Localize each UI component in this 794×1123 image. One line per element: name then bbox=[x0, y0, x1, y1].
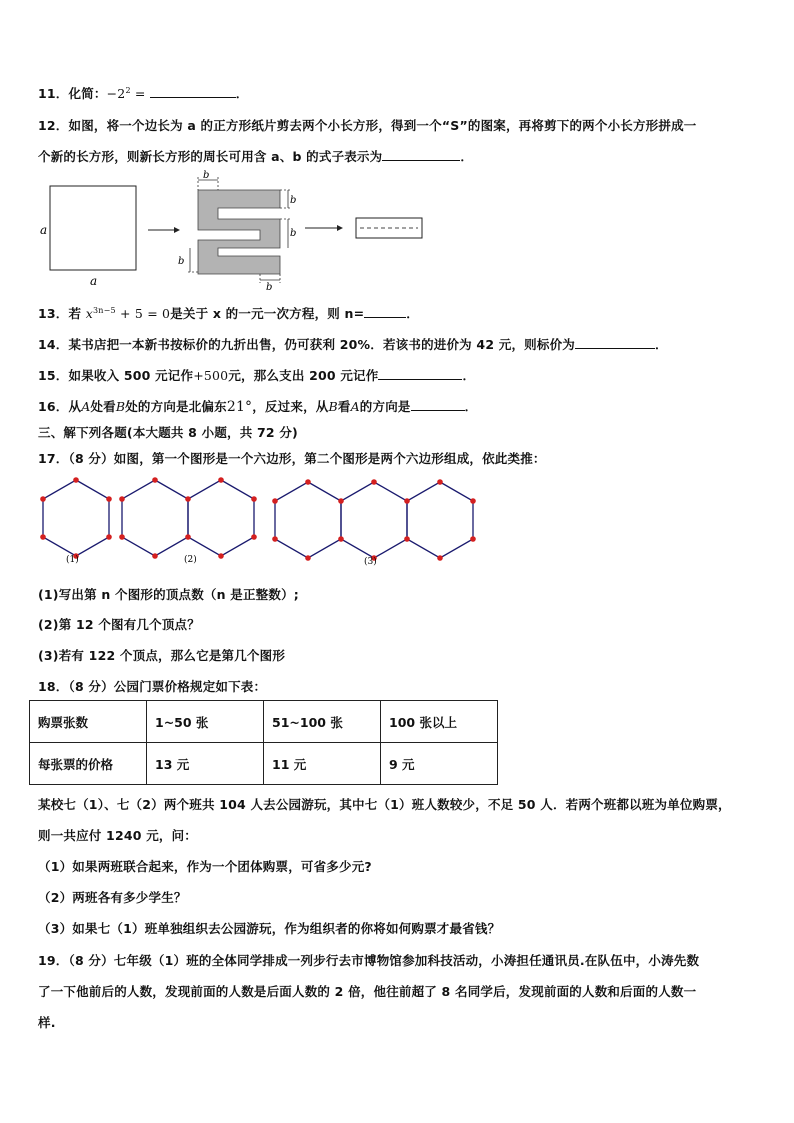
question-12-line2: 个新的长方形，则新长方形的周长可用含 a、b 的式子表示为 ． bbox=[38, 149, 474, 164]
square bbox=[50, 186, 136, 270]
question-15: 15．如果收入 500 元记作+500元，那么支出 200 元记作 ． bbox=[38, 368, 476, 383]
q18-sub3: （3）如果七（1）班单独组织去公园游玩，作为组织者的你将如何购票才最省钱？ bbox=[38, 921, 501, 936]
label-a-bottom: a bbox=[90, 274, 98, 288]
q13-answer-blank[interactable] bbox=[364, 305, 406, 318]
vertex-dot bbox=[251, 534, 257, 540]
question-13: 13．若 $x^{3n-5} + 5 = 0$是关于 x 的一元一次方程，则 n= ． bbox=[38, 305, 419, 321]
table-cell: 100 张以上 bbox=[381, 701, 498, 743]
q11-answer-blank[interactable] bbox=[150, 85, 236, 98]
vertex-dot bbox=[272, 498, 278, 504]
q15-answer-blank[interactable] bbox=[378, 367, 462, 380]
vertex-dot bbox=[251, 496, 257, 502]
q18-paragraph-1: 某校七（1）、七（2）两个班共 104 人去公园游玩，其中七（1）班人数较少，不足 50 人．若两个班都以班为单位购票， bbox=[38, 797, 731, 812]
table-cell: 每张票的价格 bbox=[30, 743, 147, 785]
table-cell: 13 元 bbox=[147, 743, 264, 785]
label-b: b bbox=[178, 256, 185, 267]
vertex-dot bbox=[218, 553, 224, 559]
figure-label-3: (3) bbox=[364, 557, 377, 567]
vertex-dot bbox=[119, 534, 125, 540]
label-b: b bbox=[290, 195, 297, 206]
vertex-dot bbox=[470, 536, 476, 542]
hexagon bbox=[407, 482, 473, 558]
question-19-line3: 样. bbox=[38, 1015, 56, 1030]
arrow-1 bbox=[148, 227, 180, 233]
q17-sub2: (2)第 12 个图有几个顶点？ bbox=[38, 617, 200, 632]
vertex-dot bbox=[437, 555, 443, 561]
question-12-line1: 12．如图，将一个边长为 a 的正方形纸片剪去两个小长方形，得到一个“S”的图案，再将剪下的两个小长方形拼成一 bbox=[38, 118, 697, 133]
vertex-dot bbox=[152, 477, 158, 483]
table-row bbox=[30, 701, 498, 743]
vertex-dot bbox=[119, 496, 125, 502]
label-b: b bbox=[203, 170, 210, 181]
question-11: 11．化简：$-2^2$ = ． bbox=[38, 85, 249, 101]
vertex-dot bbox=[106, 496, 112, 502]
section-3-heading: 三、解下列各题(本大题共 8 小题，共 72 分) bbox=[38, 425, 298, 440]
vertex-dot bbox=[272, 536, 278, 542]
vertex-dot bbox=[106, 534, 112, 540]
figure-label-1: (1) bbox=[66, 555, 79, 565]
question-19-line2: 了一下他前后的人数，发现前面的人数是后面人数的 2 倍，他往前超了 8 名同学后，发现前面的人数和后面的人数一 bbox=[38, 984, 697, 999]
vertex-dot bbox=[470, 498, 476, 504]
label-a-side: a bbox=[40, 223, 48, 237]
q17-sub3: (3)若有 122 个顶点，那么它是第几个图形 bbox=[38, 648, 286, 663]
question-14: 14．某书店把一本新书按标价的九折出售，仍可获利 20%．若该书的进价为 42 元，则标价为 ． bbox=[38, 337, 668, 352]
q13-equation: $x^{3n-5} + 5 = 0$ bbox=[85, 305, 171, 321]
arrow-2 bbox=[305, 225, 343, 231]
q12-answer-blank[interactable] bbox=[382, 148, 460, 161]
vertex-dot bbox=[40, 534, 46, 540]
table-cell: 1~50 张 bbox=[147, 701, 264, 743]
vertex-dot bbox=[404, 498, 410, 504]
question-16: 16．从A处看B处的方向是北偏东21°，反过来，从B看A的方向是 ． bbox=[38, 399, 478, 415]
vertex-dot bbox=[185, 496, 191, 502]
vertex-dot bbox=[218, 477, 224, 483]
vertex-dot bbox=[437, 479, 443, 485]
ticket-price-table bbox=[29, 700, 498, 785]
vertex-dot bbox=[338, 498, 344, 504]
q17-sub1: (1)写出第 n 个图形的顶点数（n 是正整数）; bbox=[38, 587, 299, 602]
hexagon bbox=[43, 480, 109, 556]
hexagon bbox=[188, 480, 254, 556]
vertex-dot bbox=[305, 555, 311, 561]
question-19-line1: 19．（8 分）七年级（1）班的全体同学排成一列步行去市博物馆参加科技活动，小涛担任通讯员.在队伍中，小涛先数 bbox=[38, 953, 700, 968]
q14-answer-blank[interactable] bbox=[575, 336, 655, 349]
vertex-dot bbox=[371, 479, 377, 485]
vertex-dot bbox=[338, 536, 344, 542]
label-b: b bbox=[290, 228, 297, 239]
hexagon bbox=[122, 480, 188, 556]
question-18-intro: 18．（8 分）公园门票价格规定如下表： bbox=[38, 679, 267, 694]
table-cell: 9 元 bbox=[381, 743, 498, 785]
q11-prefix: 11．化简： bbox=[38, 86, 107, 101]
vertex-dot bbox=[404, 536, 410, 542]
figure-label-2: (2) bbox=[184, 555, 197, 565]
q18-paragraph-2: 则一共应付 1240 元，问： bbox=[38, 828, 197, 843]
q18-sub2: （2）两班各有多少学生？ bbox=[38, 890, 187, 905]
vertex-dot bbox=[73, 477, 79, 483]
q17-hexagon-figures bbox=[30, 472, 490, 572]
table-cell: 11 元 bbox=[264, 743, 381, 785]
vertex-dot bbox=[305, 479, 311, 485]
table-cell: 51~100 张 bbox=[264, 701, 381, 743]
q11-expression: $-2^2$ = bbox=[106, 85, 150, 101]
question-17-intro: 17．（8 分）如图，第一个图形是一个六边形，第二个图形是两个六边形组成，依此类推： bbox=[38, 451, 546, 466]
q18-sub1: （1）如果两班联合起来，作为一个团体购票，可省多少元? bbox=[38, 859, 372, 874]
table-row bbox=[30, 743, 498, 785]
vertex-dot bbox=[40, 496, 46, 502]
hexagon bbox=[275, 482, 341, 558]
s-shape bbox=[198, 190, 280, 274]
vertex-dot bbox=[152, 553, 158, 559]
q16-answer-blank[interactable] bbox=[411, 398, 465, 411]
table-cell: 购票张数 bbox=[30, 701, 147, 743]
label-b: b bbox=[266, 282, 273, 293]
hexagon bbox=[341, 482, 407, 558]
vertex-dot bbox=[185, 534, 191, 540]
q12-figure bbox=[30, 168, 430, 293]
